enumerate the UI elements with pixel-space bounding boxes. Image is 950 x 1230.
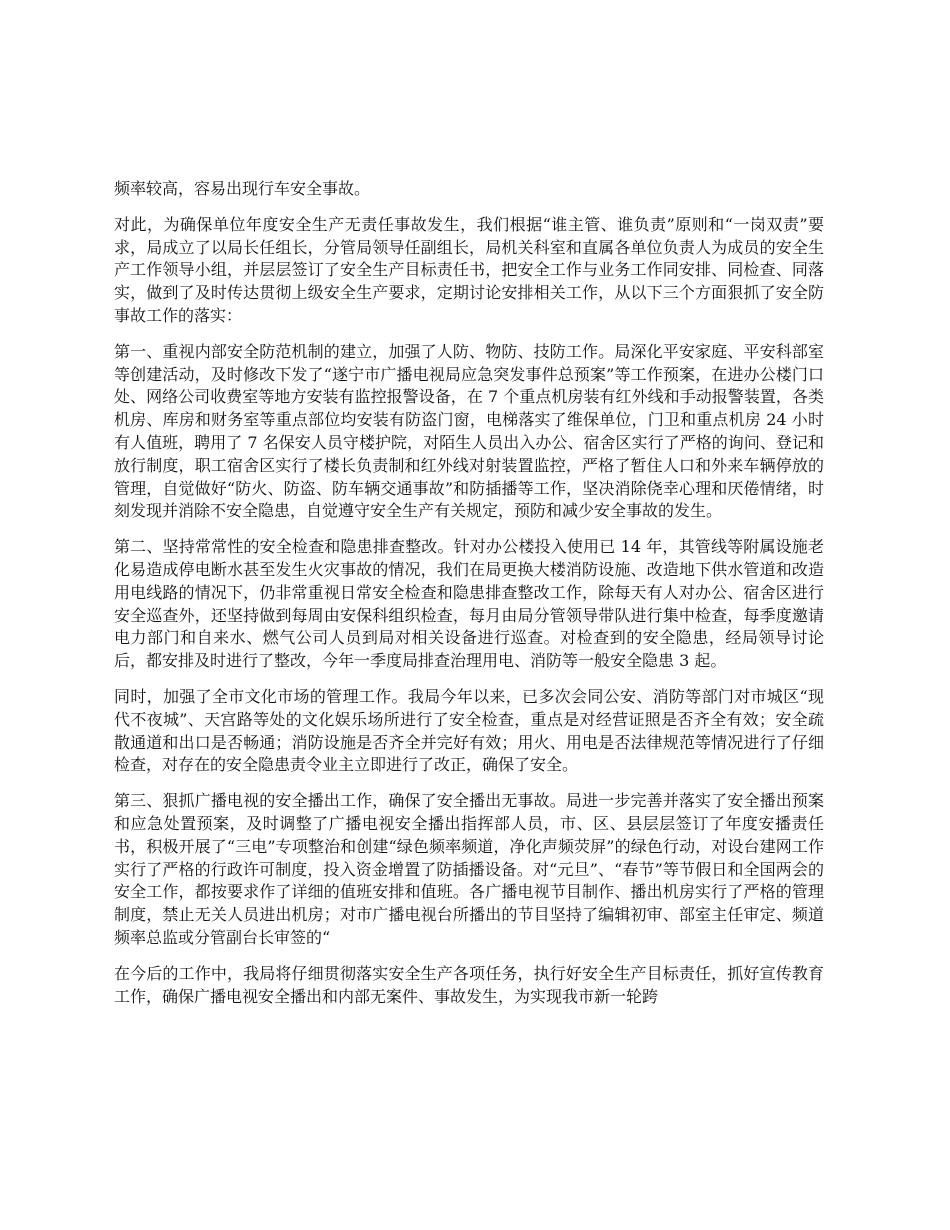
paragraph: 在今后的工作中，我局将仔细贯彻落实安全生产各项任务，执行好安全生产目标责任，抓好宣传教育工作，确保广播电视安全播出和内部无案件、事故发生，为实现我市新一轮跨 xyxy=(114,963,824,1006)
paragraph: 对此，为确保单位年度安全生产无责任事故发生，我们根据“谁主管、谁负责”原则和“一岗双责”要求，局成立了以局长任组长，分管局领导任副组长，局机关科室和直属各单位负责人为成员的安全生产工作领导小组，并层层签订了安全生产目标责任书，把安全工作与业务工作同安排、同检查、同落实，做到了及时传达贯彻上级安全生产要求，定期讨论安排相关工作，从以下三个方面狠抓了安全防事故工作的落实： xyxy=(114,214,824,325)
paragraph: 第三、狠抓广播电视的安全播出工作，确保了安全播出无事故。局进一步完善并落实了安全播出预案和应急处置预案，及时调整了广播电视安全播出指挥部人员，市、区、县层层签订了年度安播责任书，积极开展了“三电”专项整治和创建“绿色频率频道，净化声频荧屏”的绿色行动，对设台建网工作实行了严格的行政许可制度，投入资金增置了防插播设备。对“元旦”、“春节”等节假日和全国两会的安全工作，都按要求作了详细的值班安排和值班。各广播电视节目制作、播出机房实行了严格的管理制度，禁止无关人员进出机房；对市广播电视台所播出的节目坚持了编辑初审、部室主任审定、频道频率总监或分管副台长审签的“ xyxy=(114,791,824,947)
paragraph: 第一、重视内部安全防范机制的建立，加强了人防、物防、技防工作。局深化平安家庭、平安科部室等创建活动，及时修改下发了“遂宁市广播电视局应急突发事件总预案”等工作预案，在进办公楼门口处、网络公司收费室等地方安装有监控报警设备，在 7 个重点机房装有红外线和手动报警装置，各类机房、库房和财务室等重点部位均安装有防盗门窗，电梯落实了维保单位，门卫和重点机房 24 小时有人值班，聘用了 7 名保安人员守楼护院，对陌生人员出入办公、宿舍区实行了严格的询问、登记和放行制度，职工宿舍区实行了楼长负责制和红外线对射装置监控，严格了暂住人口和外来车辆停放的管理，自觉做好“防火、防盗、防车辆交通事故”和防插播等工作，坚决消除侥幸心理和厌倦情绪，时刻发现并消除不安全隐患，自觉遵守安全生产有关规定，预防和减少安全事故的发生。 xyxy=(114,341,824,521)
paragraph: 同时，加强了全市文化市场的管理工作。我局今年以来，已多次会同公安、消防等部门对市城区“现代不夜城”、天宫路等处的文化娱乐场所进行了安全检查，重点是对经营证照是否齐全有效；安全疏散通道和出口是否畅通；消防设施是否齐全并完好有效；用火、用电是否法律规范等情况进行了仔细检查，对存在的安全隐患责令业主立即进行了改正，确保了安全。 xyxy=(114,686,824,775)
paragraph: 频率较高，容易出现行车安全事故。 xyxy=(114,179,371,198)
document-page xyxy=(114,178,824,1021)
paragraph: 第二、坚持常常性的安全检查和隐患排查整改。针对办公楼投入使用已 14 年，其管线等附属设施老化易造成停电断水甚至发生火灾事故的情况，我们在局更换大楼消防设施、改造地下供水管道和改造用电线路的情况下，仍非常重视日常安全检查和隐患排查整改工作，除每天有人对办公、宿舍区进行安全巡查外，还坚持做到每周由安保科组织检查，每月由局分管领导带队进行集中检查，每季度邀请电力部门和自来水、燃气公司人员到局对相关设备进行巡查。对检查到的安全隐患，经局领导讨论后，都安排及时进行了整改，今年一季度局排查治理用电、消防等一般安全隐患 3 起。 xyxy=(114,537,824,671)
